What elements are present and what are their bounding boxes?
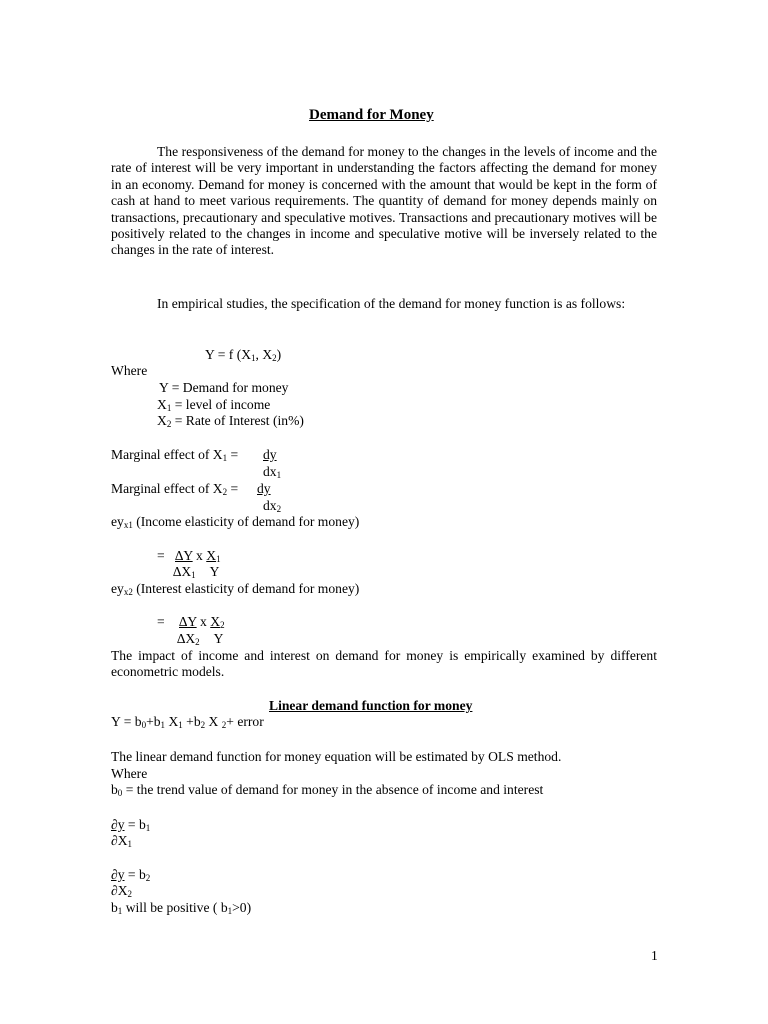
page-title: Demand for Money bbox=[309, 107, 434, 123]
ols-sentence: The linear demand function for money equation will be estimated by OLS method. bbox=[111, 749, 562, 764]
b0-definition: $b_0$ = the trend value of demand for money in the absence of income and interest bbox=[111, 782, 544, 798]
paragraph-intro: The responsiveness of the demand for money to the changes in the levels of income and the rate of interest will be very important in understanding the factors affecting the demand for money in an economy. Demand for money is concerned with the amount that would be kept in the form of cash at hand to meet various requirements. The quantity of demand for money depends mainly on transactions, precautionary and speculative motives. Transactions and precautionary motives will be positively related to the changes in income and speculative motive will be inversely related to the changes in the rate of interest. bbox=[111, 144, 657, 258]
marginal-effect-x2: Marginal effect of $X_2$ = bbox=[111, 481, 239, 497]
income-elasticity-numerator: ∆Y x $X_1$ bbox=[175, 548, 221, 564]
income-elasticity-label: $ey_{x1}$ (Income elasticity of demand for money) bbox=[111, 514, 360, 530]
interest-elasticity-numerator: ∆Y x $X_2$ bbox=[179, 614, 225, 630]
section-heading-linear: Linear demand function for money bbox=[269, 698, 473, 713]
partial-derivative-x2: $\partial y = b_2$ bbox=[111, 867, 151, 883]
marginal-effect-x1: Marginal effect of $X_1$ = bbox=[111, 447, 239, 463]
marginal-effect-x1-denominator: $dx_1$ bbox=[263, 464, 282, 480]
definition-x1: $X_1$ = level of income bbox=[157, 397, 271, 413]
interest-elasticity-equals: = bbox=[157, 614, 165, 629]
where-label-2: Where bbox=[111, 766, 148, 781]
page-number: 1 bbox=[651, 948, 658, 963]
interest-elasticity-denominator: $\Delta X_2$ Y bbox=[177, 631, 224, 647]
where-label: Where bbox=[111, 363, 148, 378]
b1-positive-statement: $b_1$ will be positive ( $b_1>0$) bbox=[111, 900, 252, 916]
interest-elasticity-label: $ey_{x2}$ (Interest elasticity of demand for money) bbox=[111, 581, 360, 597]
income-elasticity-equals: = bbox=[157, 548, 165, 563]
marginal-effect-x1-numerator: dy bbox=[263, 447, 277, 462]
partial-derivative-x1: $\partial y = b_1$ bbox=[111, 817, 151, 833]
income-elasticity-denominator: $\Delta X_1$ Y bbox=[173, 564, 220, 580]
marginal-effect-x2-numerator: dy bbox=[257, 481, 271, 496]
paragraph-empirical: In empirical studies, the specification of the demand for money function is as follows: bbox=[157, 296, 626, 311]
definition-x2: $X_2$ = Rate of Interest (in%) bbox=[157, 413, 304, 429]
partial-derivative-x1-denominator: $\partial X_1$ bbox=[111, 833, 133, 849]
function-specification: Y = f ($X_1$, $X_2$) bbox=[205, 347, 282, 363]
linear-equation: $Y = b_0+b_1$ $X_1 +b_2$ X $_2$+ error bbox=[111, 714, 264, 730]
marginal-effect-x2-denominator: $dx_2$ bbox=[263, 498, 282, 514]
partial-derivative-x2-denominator: $\partial X_2$ bbox=[111, 883, 133, 899]
definition-y: Y = Demand for money bbox=[159, 380, 289, 395]
paragraph-impact: The impact of income and interest on demand for money is empirically examined by different econometric models. bbox=[111, 648, 657, 680]
